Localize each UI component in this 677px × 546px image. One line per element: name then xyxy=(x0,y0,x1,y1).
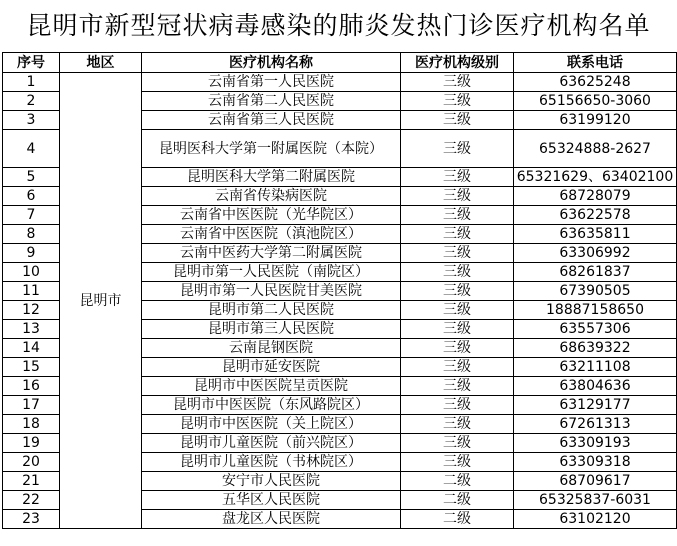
hospital-name: 昆明市中医医院呈贡医院 xyxy=(142,377,401,396)
row-number: 12 xyxy=(3,301,60,320)
hospital-phone: 68261837 xyxy=(514,263,677,282)
row-number: 7 xyxy=(3,206,60,225)
row-number: 17 xyxy=(3,396,60,415)
header-name: 医疗机构名称 xyxy=(142,53,401,73)
hospital-level: 二级 xyxy=(401,510,514,529)
row-number: 3 xyxy=(3,111,60,130)
row-number: 13 xyxy=(3,320,60,339)
hospital-level: 三级 xyxy=(401,415,514,434)
hospital-name: 昆明医科大学第二附属医院 xyxy=(142,168,401,187)
hospital-phone: 63309193 xyxy=(514,434,677,453)
hospital-name: 昆明市中医医院（东风路院区） xyxy=(142,396,401,415)
hospital-level: 三级 xyxy=(401,225,514,244)
hospital-level: 三级 xyxy=(401,263,514,282)
hospital-phone: 63635811 xyxy=(514,225,677,244)
hospital-phone: 65325837-6031 xyxy=(514,491,677,510)
row-number: 5 xyxy=(3,168,60,187)
row-number: 10 xyxy=(3,263,60,282)
hospital-name: 云南省第一人民医院 xyxy=(142,73,401,92)
row-number: 19 xyxy=(3,434,60,453)
row-number: 2 xyxy=(3,92,60,111)
hospital-level: 三级 xyxy=(401,377,514,396)
hospital-level: 三级 xyxy=(401,358,514,377)
hospital-name: 云南中医药大学第二附属医院 xyxy=(142,244,401,263)
hospital-level: 三级 xyxy=(401,168,514,187)
hospital-name: 云南省中医医院（光华院区） xyxy=(142,206,401,225)
hospital-name: 昆明市中医医院（关上院区） xyxy=(142,415,401,434)
hospital-phone: 63102120 xyxy=(514,510,677,529)
hospital-level: 三级 xyxy=(401,111,514,130)
hospital-phone: 18887158650 xyxy=(514,301,677,320)
hospital-phone: 67390505 xyxy=(514,282,677,301)
page-title: 昆明市新型冠状病毒感染的肺炎发热门诊医疗机构名单 xyxy=(26,11,651,40)
hospital-level: 三级 xyxy=(401,434,514,453)
hospital-name: 云南省第二人民医院 xyxy=(142,92,401,111)
hospital-level: 二级 xyxy=(401,472,514,491)
hospital-name: 昆明市第一人民医院甘美医院 xyxy=(142,282,401,301)
hospital-level: 三级 xyxy=(401,339,514,358)
hospital-phone: 65156650-3060 xyxy=(514,92,677,111)
table-row xyxy=(3,73,677,92)
table-body xyxy=(3,73,677,529)
hospital-level: 三级 xyxy=(401,453,514,472)
row-number: 16 xyxy=(3,377,60,396)
hospital-name: 安宁市人民医院 xyxy=(142,472,401,491)
row-number: 4 xyxy=(3,130,60,168)
row-number: 21 xyxy=(3,472,60,491)
row-number: 20 xyxy=(3,453,60,472)
hospital-name: 昆明市儿童医院（书林院区） xyxy=(142,453,401,472)
hospital-level: 三级 xyxy=(401,206,514,225)
hospital-level: 三级 xyxy=(401,130,514,168)
row-number: 15 xyxy=(3,358,60,377)
hospital-phone: 63129177 xyxy=(514,396,677,415)
hospital-phone: 67261313 xyxy=(514,415,677,434)
hospital-name: 五华区人民医院 xyxy=(142,491,401,510)
hospital-phone: 63309318 xyxy=(514,453,677,472)
hospital-level: 三级 xyxy=(401,396,514,415)
hospital-name: 昆明医科大学第一附属医院（本院） xyxy=(142,130,401,168)
row-number: 9 xyxy=(3,244,60,263)
hospital-name: 昆明市儿童医院（前兴院区） xyxy=(142,434,401,453)
hospital-name: 云南昆钢医院 xyxy=(142,339,401,358)
header-no: 序号 xyxy=(3,53,60,73)
hospital-phone: 68728079 xyxy=(514,187,677,206)
row-number: 23 xyxy=(3,510,60,529)
header-phone: 联系电话 xyxy=(514,53,677,73)
hospital-level: 二级 xyxy=(401,491,514,510)
header-row xyxy=(3,53,677,73)
hospital-name: 昆明市第二人民医院 xyxy=(142,301,401,320)
hospital-name: 云南省传染病医院 xyxy=(142,187,401,206)
hospital-phone: 68709617 xyxy=(514,472,677,491)
row-number: 22 xyxy=(3,491,60,510)
hospital-name: 云南省第三人民医院 xyxy=(142,111,401,130)
hospital-table xyxy=(2,52,677,529)
hospital-phone: 63199120 xyxy=(514,111,677,130)
hospital-name: 昆明市第三人民医院 xyxy=(142,320,401,339)
hospital-level: 三级 xyxy=(401,301,514,320)
hospital-phone: 63622578 xyxy=(514,206,677,225)
hospital-phone: 63306992 xyxy=(514,244,677,263)
header-level: 医疗机构级别 xyxy=(401,53,514,73)
hospital-level: 三级 xyxy=(401,92,514,111)
hospital-phone: 68639322 xyxy=(514,339,677,358)
hospital-phone: 63625248 xyxy=(514,73,677,92)
hospital-level: 三级 xyxy=(401,73,514,92)
hospital-level: 三级 xyxy=(401,282,514,301)
row-number: 14 xyxy=(3,339,60,358)
hospital-phone: 65324888-2627 xyxy=(514,130,677,168)
hospital-name: 云南省中医医院（滇池院区） xyxy=(142,225,401,244)
hospital-level: 三级 xyxy=(401,320,514,339)
district-cell: 昆明市 xyxy=(60,73,142,529)
hospital-phone: 63211108 xyxy=(514,358,677,377)
row-number: 11 xyxy=(3,282,60,301)
hospital-name: 昆明市延安医院 xyxy=(142,358,401,377)
header-district: 地区 xyxy=(60,53,142,73)
row-number: 6 xyxy=(3,187,60,206)
row-number: 1 xyxy=(3,73,60,92)
hospital-name: 昆明市第一人民医院（南院区） xyxy=(142,263,401,282)
hospital-phone: 63557306 xyxy=(514,320,677,339)
hospital-level: 三级 xyxy=(401,187,514,206)
hospital-name: 盘龙区人民医院 xyxy=(142,510,401,529)
hospital-phone: 63804636 xyxy=(514,377,677,396)
row-number: 18 xyxy=(3,415,60,434)
hospital-phone: 65321629、63402100 xyxy=(514,168,677,187)
hospital-level: 三级 xyxy=(401,244,514,263)
row-number: 8 xyxy=(3,225,60,244)
